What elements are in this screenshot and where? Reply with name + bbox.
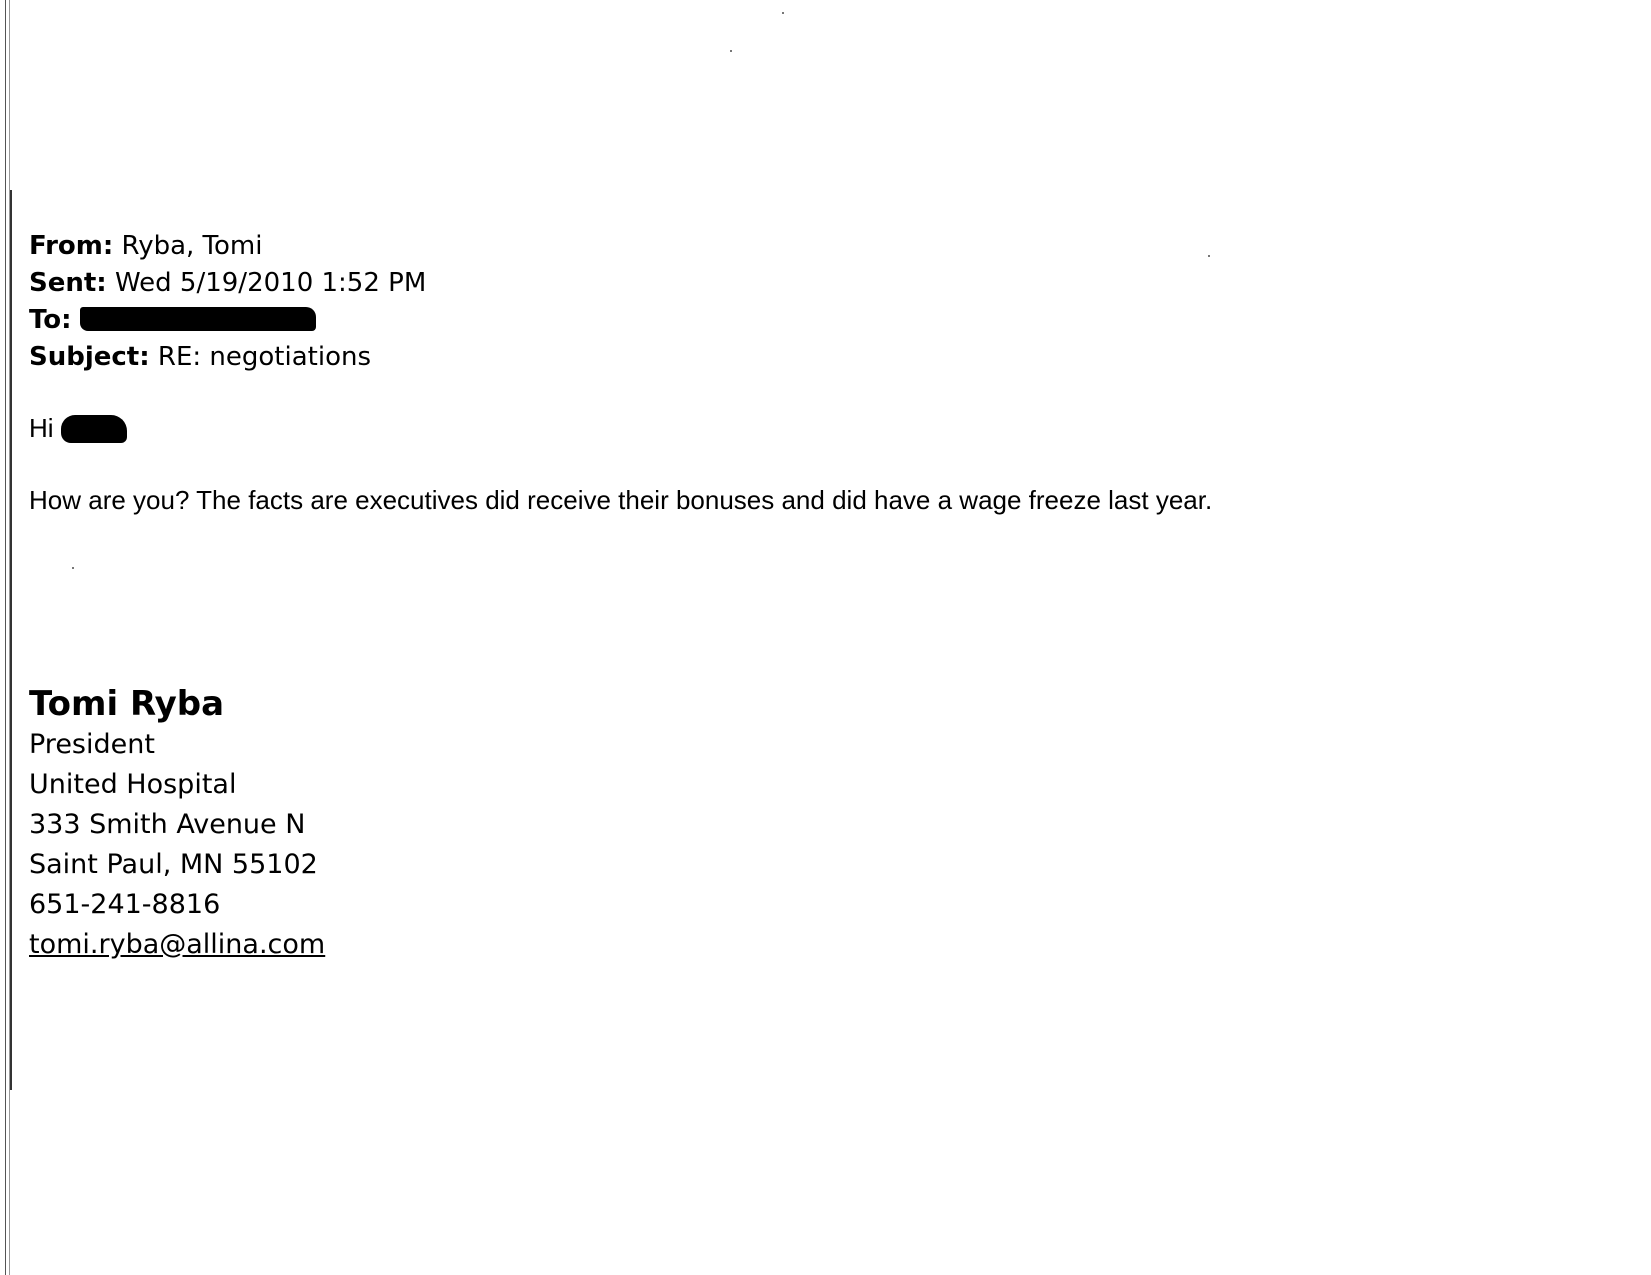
to-line xyxy=(29,302,1609,339)
signature-address-line2: Saint Paul, MN 55102 xyxy=(29,849,318,880)
sent-value: Wed 5/19/2010 1:52 PM xyxy=(114,268,427,298)
email-header xyxy=(29,228,1609,376)
email-body: How are you? The facts are executives did receive their bonuses and did have a wage freeze last year. xyxy=(29,485,1213,515)
sent-line xyxy=(29,265,1609,302)
greeting-line xyxy=(29,410,1609,446)
from-line xyxy=(29,228,1609,265)
signature-organization: United Hospital xyxy=(29,769,237,800)
redaction-mark xyxy=(80,307,316,331)
signature-block xyxy=(29,683,1609,965)
signature-phone: 651-241-8816 xyxy=(29,889,221,920)
scan-speck xyxy=(782,12,784,14)
signature-address-line1: 333 Smith Avenue N xyxy=(29,809,306,840)
scan-edge-inner xyxy=(10,190,12,1090)
redaction-mark xyxy=(61,415,127,443)
subject-value: RE: negotiations xyxy=(157,342,372,372)
from-label: From: xyxy=(29,231,114,261)
subject-line xyxy=(29,339,1609,376)
to-label: To: xyxy=(29,305,72,335)
sent-label: Sent: xyxy=(29,268,107,298)
from-value: Ryba, Tomi xyxy=(121,231,263,261)
greeting-text: Hi xyxy=(29,413,54,443)
signature-title: President xyxy=(29,729,155,760)
subject-label: Subject: xyxy=(29,342,150,372)
email-document xyxy=(29,228,1609,965)
signature-email-link[interactable]: tomi.ryba@allina.com xyxy=(29,929,326,960)
scan-speck xyxy=(730,50,732,52)
signature-name: Tomi Ryba xyxy=(29,684,225,724)
